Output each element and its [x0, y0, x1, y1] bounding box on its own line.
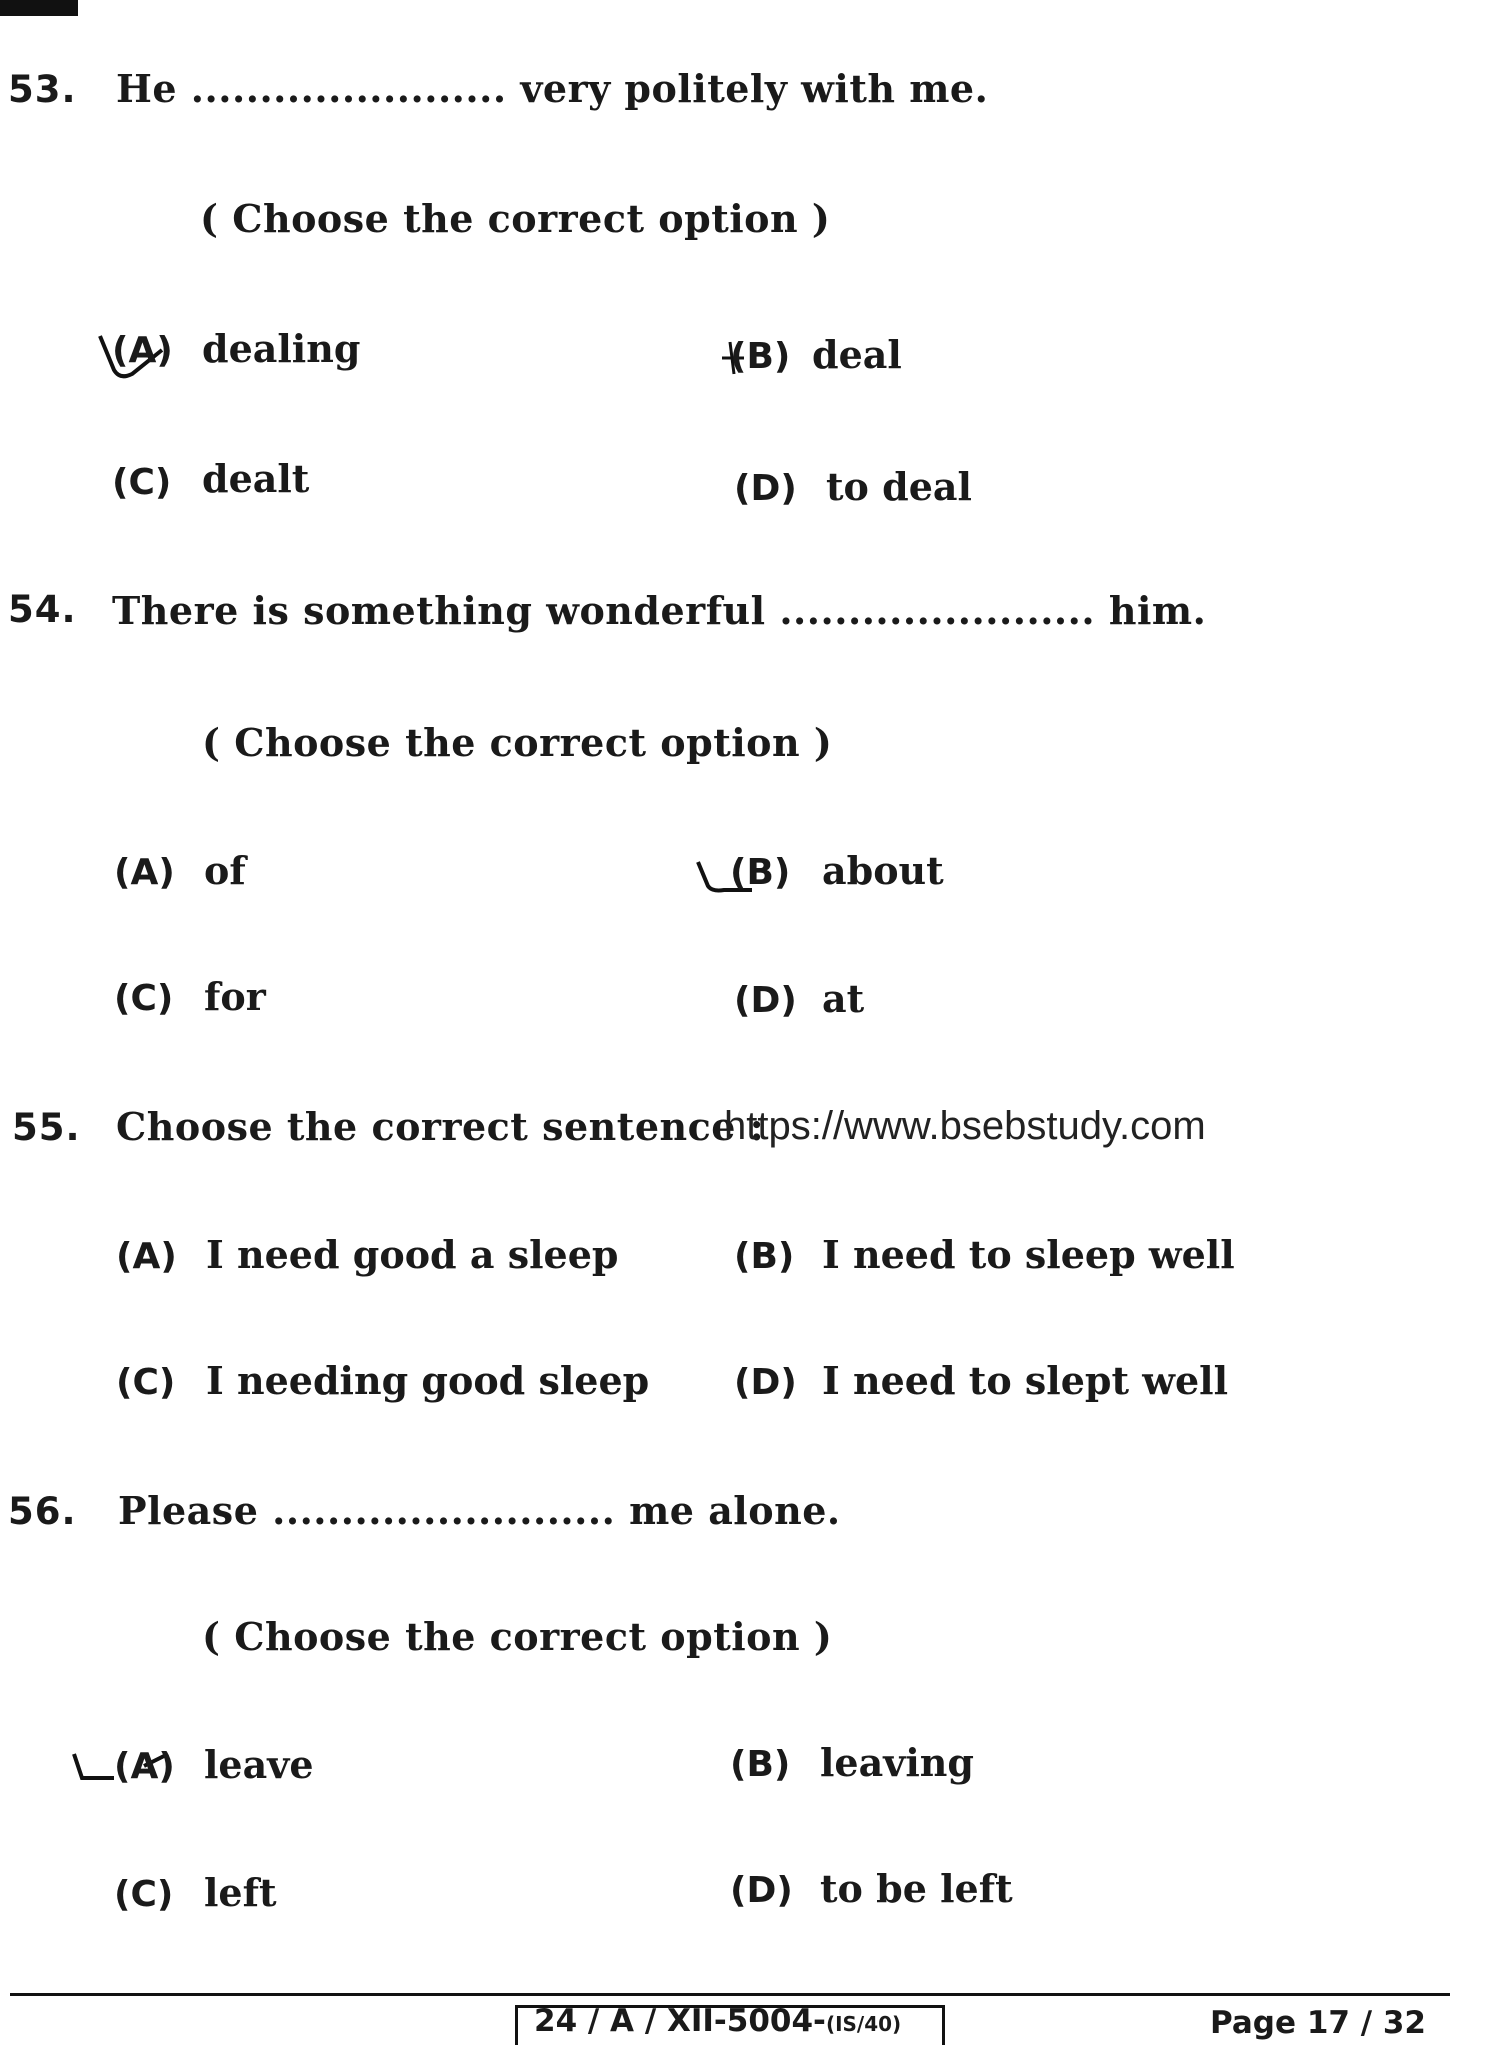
- option-letter: (C): [114, 978, 174, 1019]
- option-letter: (D): [734, 468, 797, 509]
- option-text: I need to slept well: [822, 1358, 1229, 1403]
- option-text: dealt: [202, 456, 310, 501]
- option-letter: (B): [730, 1744, 791, 1785]
- question-number: 56.: [8, 1490, 77, 1533]
- option-text: left: [204, 1870, 277, 1915]
- option-letter: (B): [734, 1236, 795, 1277]
- option-letter: (D): [730, 1870, 793, 1911]
- option-text: I need to sleep well: [822, 1232, 1235, 1277]
- option-text: about: [822, 848, 944, 893]
- option-text: deal: [812, 332, 902, 377]
- option-text: dealing: [202, 326, 361, 371]
- option-letter: (D): [734, 1362, 797, 1403]
- question-text: He ....................... very politely with me.: [116, 66, 989, 111]
- question-instruction: ( Choose the correct option ): [202, 720, 833, 765]
- option-text: leave: [204, 1742, 314, 1787]
- question-text: There is something wonderful ....................... him.: [112, 588, 1207, 633]
- option-letter: (C): [112, 462, 172, 503]
- question-number: 53.: [8, 68, 77, 111]
- option-letter: (B): [730, 336, 791, 377]
- paper-code-suffix: (IS/40): [825, 2012, 902, 2036]
- option-text: for: [204, 974, 266, 1019]
- option-letter: (A): [114, 1746, 175, 1787]
- option-text: of: [204, 848, 246, 893]
- option-letter: (A): [114, 852, 175, 893]
- option-text: to be left: [820, 1866, 1013, 1911]
- option-text: to deal: [826, 464, 972, 509]
- option-letter: (C): [114, 1874, 174, 1915]
- option-text: at: [822, 976, 865, 1021]
- option-letter: (A): [116, 1236, 177, 1277]
- option-letter: (A): [112, 330, 173, 371]
- option-text: leaving: [820, 1740, 974, 1785]
- corner-scan-mark: [0, 0, 78, 16]
- question-instruction: ( Choose the correct option ): [200, 196, 831, 241]
- option-letter: (C): [116, 1362, 176, 1403]
- option-letter: (B): [730, 852, 791, 893]
- question-number: 54.: [8, 588, 77, 631]
- question-text: Please ......................... me alone.: [118, 1488, 841, 1533]
- option-letter: (D): [734, 980, 797, 1021]
- question-instruction: ( Choose the correct option ): [202, 1614, 833, 1659]
- page-number: Page 17 / 32: [1210, 2005, 1427, 2041]
- footer-divider: [10, 1993, 1450, 1996]
- question-number: 55.: [12, 1106, 81, 1149]
- question-text: Choose the correct sentence :: [116, 1104, 765, 1149]
- watermark-url[interactable]: https://www.bsebstudy.com: [724, 1104, 1206, 1148]
- option-text: I need good a sleep: [206, 1232, 619, 1277]
- paper-code-main: 24 / A / XII-5004-: [534, 2003, 826, 2039]
- option-text: I needing good sleep: [206, 1358, 650, 1403]
